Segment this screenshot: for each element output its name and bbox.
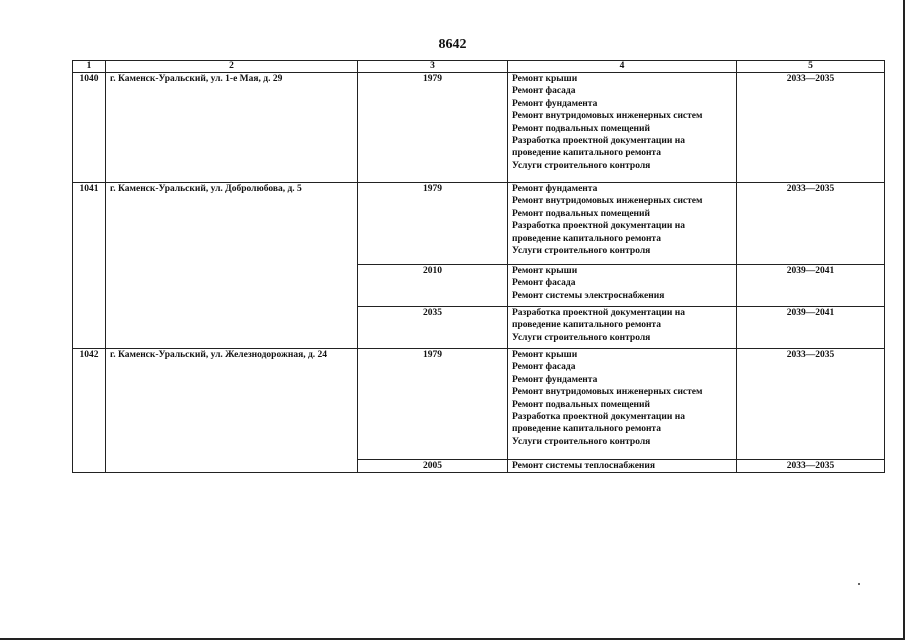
address-cell: г. Каменск-Уральский, ул. Добролюбова, д. 5 [106, 183, 358, 349]
period-cell: 2033—2035 [737, 460, 885, 473]
period-cell: 2033—2035 [737, 73, 885, 183]
work-item: проведение капитального ремонта [512, 424, 661, 435]
row-number: 1040 [73, 73, 106, 183]
row-number: 1041 [73, 183, 106, 349]
work-item: Ремонт фасада [512, 362, 576, 373]
work-item: Ремонт фасада [512, 86, 576, 97]
works-cell [508, 460, 737, 473]
period-cell: 2033—2035 [737, 349, 885, 460]
work-item: Услуги строительного контроля [512, 160, 651, 171]
work-item: Ремонт крыши [512, 74, 578, 84]
address-cell: г. Каменск-Уральский, ул. 1-е Мая, д. 29 [106, 73, 358, 183]
work-item: Услуги строительного контроля [512, 246, 651, 257]
period-cell: 2033—2035 [737, 183, 885, 265]
work-item: Услуги строительного контроля [512, 436, 651, 447]
year-cell: 2005 [358, 460, 508, 473]
column-header-2: 2 [106, 61, 358, 73]
work-item: Услуги строительного контроля [512, 332, 651, 343]
works-cell [508, 183, 737, 265]
capital-repair-table [72, 60, 885, 473]
page-number: 8642 [438, 37, 467, 52]
work-item: Ремонт фундамента [512, 98, 598, 109]
scan-speck [858, 583, 860, 585]
work-item: Ремонт подвальных помещений [512, 208, 650, 219]
work-item: проведение капитального ремонта [512, 233, 661, 244]
header-row [73, 61, 885, 73]
work-item: Ремонт крыши [512, 350, 578, 360]
column-header-1: 1 [73, 61, 106, 73]
work-item: Ремонт крыши [512, 266, 578, 276]
work-item: Разработка проектной документации на [512, 221, 685, 232]
work-item: проведение капитального ремонта [512, 148, 661, 159]
work-item: проведение капитального ремонта [512, 320, 661, 331]
work-item: Ремонт внутридомовых инженерных систем [512, 196, 703, 207]
table-row [73, 349, 885, 460]
year-cell: 1979 [358, 349, 508, 460]
table-row [73, 73, 885, 183]
work-item: Ремонт фасада [512, 278, 576, 289]
work-item: Разработка проектной документации на [512, 136, 685, 147]
works-cell [508, 73, 737, 183]
works-cell [508, 307, 737, 349]
period-cell: 2039—2041 [737, 307, 885, 349]
work-item: Ремонт подвальных помещений [512, 399, 650, 410]
work-item: Ремонт подвальных помещений [512, 123, 650, 134]
work-item: Ремонт системы электроснабжения [512, 290, 665, 301]
work-item: Ремонт внутридомовых инженерных систем [512, 387, 703, 398]
column-header-3: 3 [358, 61, 508, 73]
year-cell: 2035 [358, 307, 508, 349]
work-item: Ремонт системы теплоснабжения [512, 461, 656, 471]
work-item: Разработка проектной документации на [512, 308, 685, 318]
year-cell: 2010 [358, 265, 508, 307]
work-item: Разработка проектной документации на [512, 412, 685, 423]
address-cell: г. Каменск-Уральский, ул. Железнодорожная, д. 24 [106, 349, 358, 473]
works-cell [508, 265, 737, 307]
work-item: Ремонт фундамента [512, 184, 598, 194]
works-cell [508, 349, 737, 460]
row-number: 1042 [73, 349, 106, 473]
year-cell: 1979 [358, 183, 508, 265]
table-row [73, 183, 885, 265]
period-cell: 2039—2041 [737, 265, 885, 307]
work-item: Ремонт внутридомовых инженерных систем [512, 111, 703, 122]
column-header-5: 5 [737, 61, 885, 73]
work-item: Ремонт фундамента [512, 374, 598, 385]
year-cell: 1979 [358, 73, 508, 183]
column-header-4: 4 [508, 61, 737, 73]
